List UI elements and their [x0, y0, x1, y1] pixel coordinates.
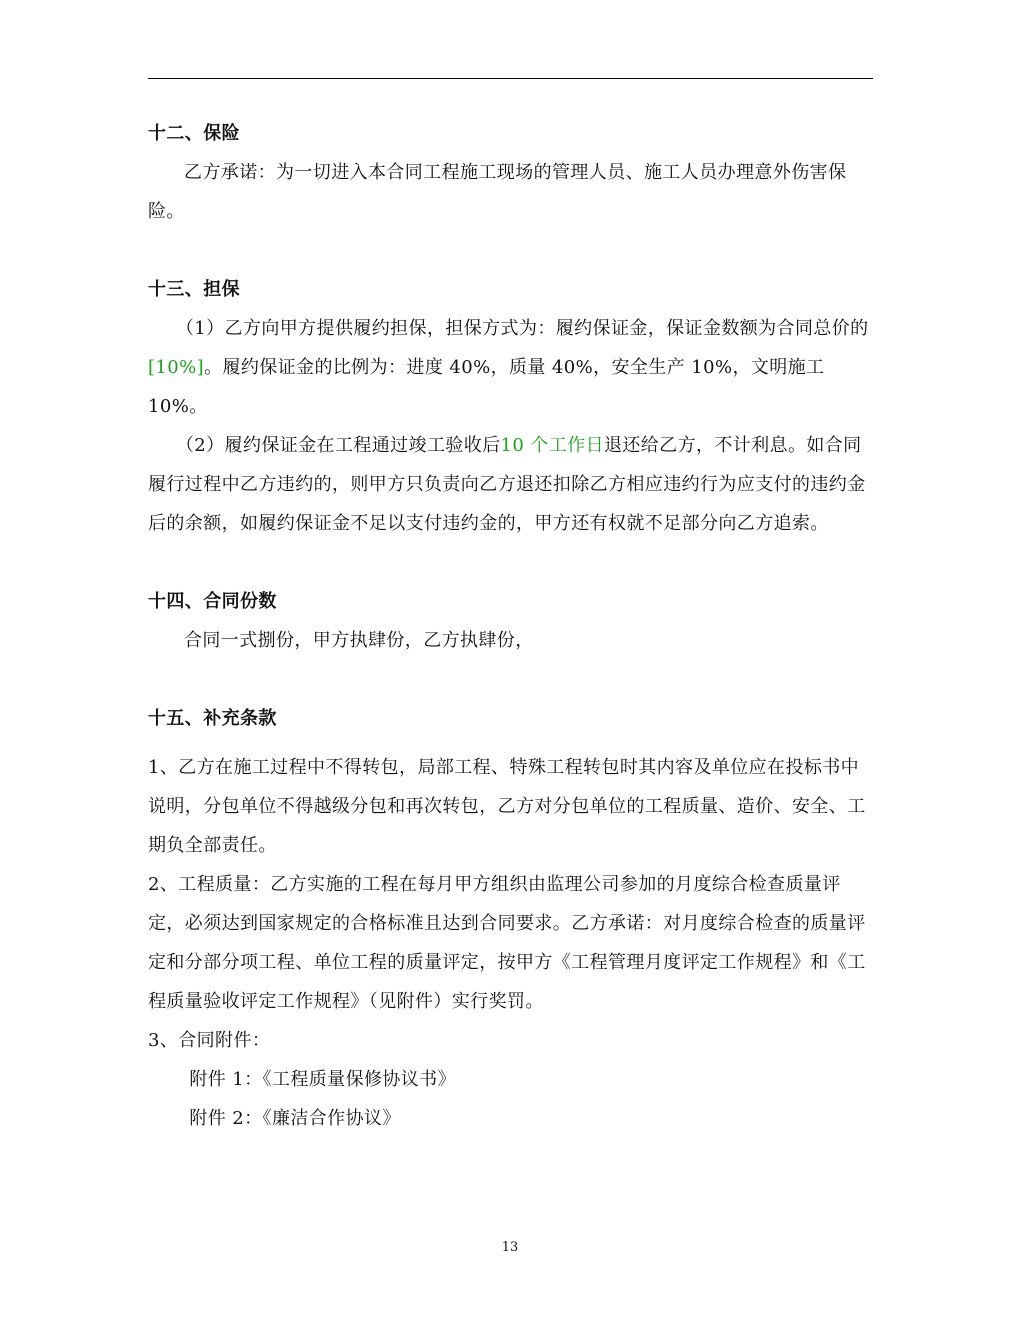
- section-14-paragraph: 合同一式捌份，甲方执肆份，乙方执肆份，: [184, 630, 534, 651]
- text-run: （2）履约保证金在工程通过竣工验收后: [175, 435, 501, 456]
- clause-3: 3、合同附件：: [148, 1030, 271, 1051]
- clause-2: 2、工程质量：乙方实施的工程在每月甲方组织由监理公司参加的月度综合检查质量评定，必须达到国家规定的合格标准且达到合同要求。乙方承诺：对月度综合检查的质量评定和分部分项工程、单位工程的质量评定，按甲方《工程管理月度评定工作规程》和《工程质量验收评定工作规程》（见附件）实行奖罚。: [148, 874, 866, 1012]
- attachment-1: 附件 1：《工程质量保修协议书》: [189, 1069, 456, 1090]
- page-number: 13: [501, 1240, 519, 1255]
- section-13-paragraph-1: [148, 309, 873, 426]
- section-15-title: 十五、补充条款: [148, 708, 277, 729]
- section-13-paragraph-2: [148, 426, 873, 543]
- attachment-2: 附件 2：《廉洁合作协议》: [189, 1108, 401, 1129]
- header-rule: [148, 78, 873, 79]
- text-run: 。履约保证金的比例为：进度 40%，质量 40%，安全生产 10%，文明施工 10%。: [148, 357, 825, 417]
- section-12-paragraph: 乙方承诺：为一切进入本合同工程施工现场的管理人员、施工人员办理意外伤害保险。: [148, 162, 847, 222]
- highlighted-percent: [10%]: [148, 357, 205, 378]
- text-run: （1）乙方向甲方提供履约担保，担保方式为：履约保证金，保证金数额为合同总价的: [175, 318, 869, 339]
- highlighted-days: 10 个工作日: [500, 435, 604, 456]
- section-13-title: 十三、担保: [148, 279, 240, 300]
- section-12-title: 十二、保险: [148, 123, 240, 144]
- section-14-title: 十四、合同份数: [148, 591, 277, 612]
- document-body: [148, 114, 873, 1138]
- text-run: 退还给乙方，不计利息。如合同履行过程中乙方违约的，则甲方只负责向乙方退还扣除乙方相应违约行为应支付的违约金后的余额，如履约保证金不足以支付违约金的，甲方还有权就不足部分向乙方追索。: [148, 435, 866, 534]
- clause-1: 1、乙方在施工过程中不得转包，局部工程、特殊工程转包时其内容及单位应在投标书中说明，分包单位不得越级分包和再次转包，乙方对分包单位的工程质量、造价、安全、工期负全部责任。: [148, 757, 866, 856]
